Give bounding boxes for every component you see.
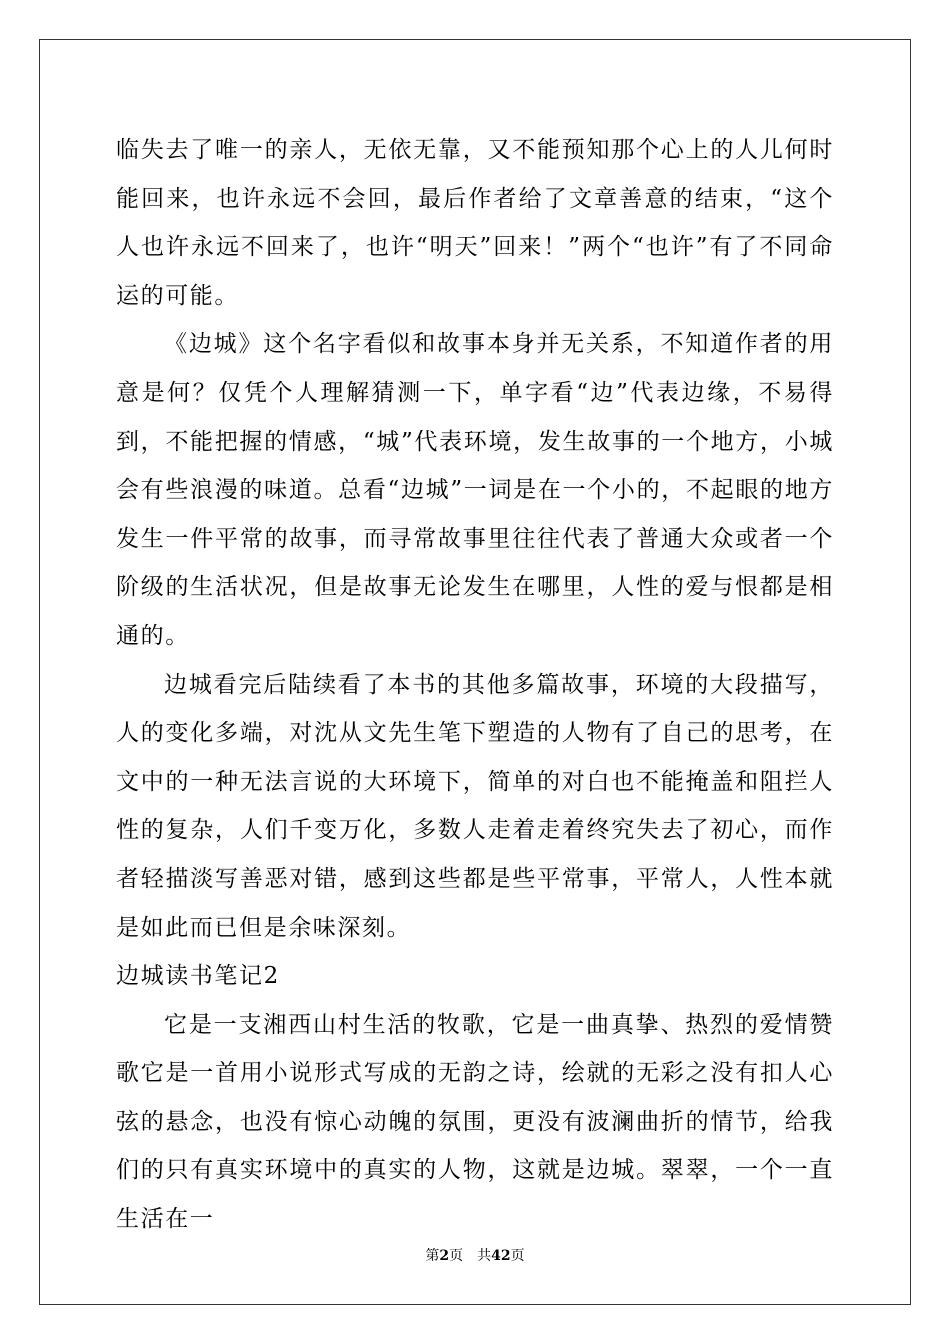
paragraph-3: 边城看完后陆续看了本书的其他多篇故事，环境的大段描写，人的变化多端，对沈从文先生笔下塑造的人物有了自己的思考，在文中的一种无法言说的大环境下，简单的对白也不能掩盖和阻拦人性的复杂，人们千变万化，多数人走着走着终究失去了初心，而作者轻描淡写善恶对错，感到这些都是些平常事，平常人，人性本就是如此而已但是余味深刻。 <box>116 671 834 941</box>
document-body <box>116 126 834 1244</box>
current-page-number: 2 <box>439 1248 450 1264</box>
section-paragraph: 它是一支湘西山村生活的牧歌，它是一曲真挚、热烈的爱情赞歌它是一首用小说形式写成的无韵之诗，绘就的无彩之没有扣人心弦的悬念，也没有惊心动魄的氛围，更没有波澜曲折的情节，给我们的只有真实环境中的真实的人物，这就是边城。翠翠，一个一直生活在一 <box>116 1011 834 1233</box>
total-page-number: 42 <box>491 1248 511 1264</box>
section-heading: 边城读书笔记2 <box>116 963 280 990</box>
paragraph-2: 《边城》这个名字看似和故事本身并无关系，不知道作者的用意是何？仅凭个人理解猜测一下，单字看“边”代表边缘，不易得到，不能把握的情感，“城”代表环境，发生故事的一个地方，小城会有些浪漫的味道。总看“边城”一词是在一个小的，不起眼的地方发生一件平常的故事，而寻常故事里往往代表了普通大众或者一个阶级的生活状况，但是故事无论发生在哪里，人性的爱与恨都是相通的。 <box>116 331 834 649</box>
page-suffix: 页 <box>510 1248 525 1264</box>
page-prefix: 第 <box>425 1248 440 1264</box>
page-mid: 页 共 <box>449 1248 492 1264</box>
page-footer <box>0 1246 950 1266</box>
paragraph-1: 临失去了唯一的亲人，无依无靠，又不能预知那个心上的人儿何时能回来，也许永远不会回，最后作者给了文章善意的结束，“这个人也许永远不回来了，也许“明天”回来！”两个“也许”有了不同命运的可能。 <box>116 137 834 309</box>
